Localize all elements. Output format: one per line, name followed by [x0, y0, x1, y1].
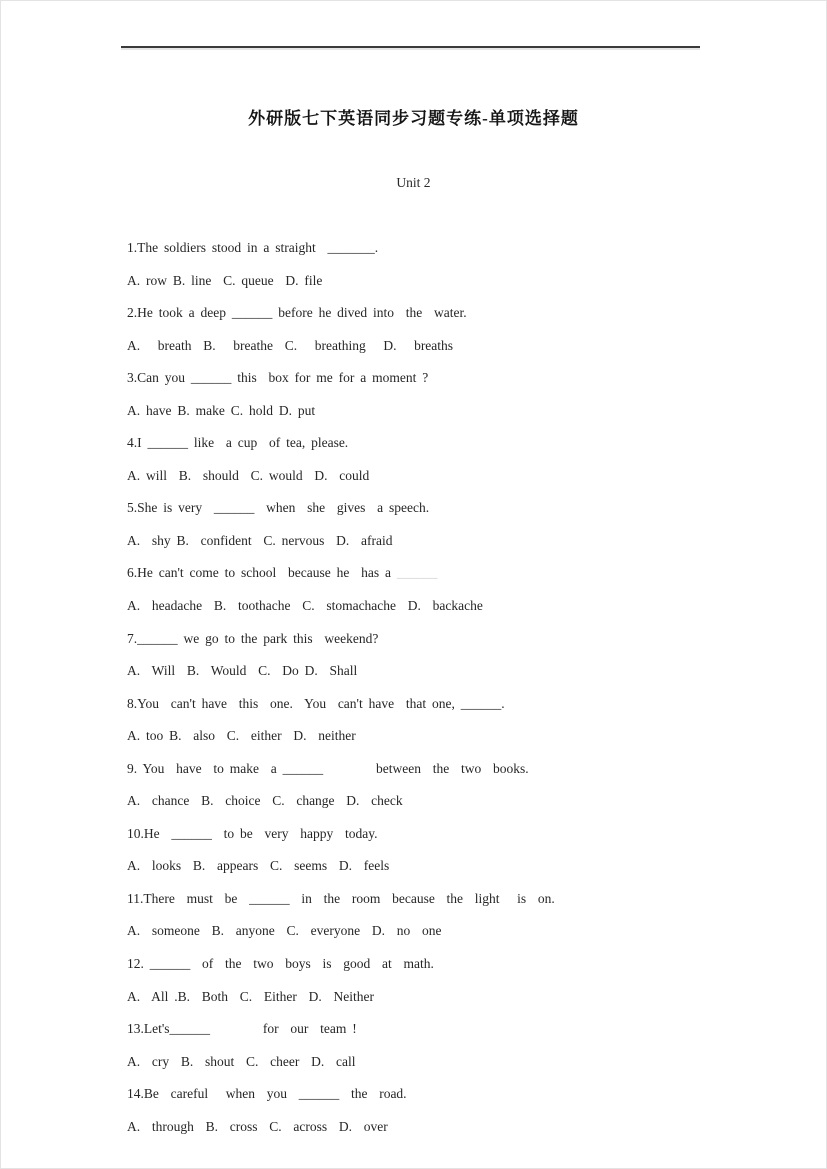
question-line: 11.There must be ______ in the room because the light is on.: [127, 890, 555, 906]
question-line: 7.______ we go to the park this weekend?: [127, 630, 379, 646]
page-title: 外研版七下英语同步习题专练-单项选择题: [248, 109, 579, 128]
question-line: 12. ______ of the two boys is good at math.: [127, 956, 434, 972]
faint-blank: ______: [396, 565, 438, 581]
question-line: 3.Can you ______ this box for me for a moment ?: [127, 370, 429, 386]
question-line: 14.Be careful when you ______ the road.: [127, 1086, 407, 1102]
options-line: A. have B. make C. hold D. put: [127, 402, 316, 418]
options-line: A. headache B. toothache C. stomachache D. backache: [127, 598, 483, 614]
question-line: 9. You have to make a ______ between the two books.: [127, 760, 529, 776]
options-line: A. shy B. confident C. nervous D. afraid: [127, 532, 393, 548]
options-line: A. All .B. Both C. Either D. Neither: [127, 988, 374, 1004]
question-line: 1.The soldiers stood in a straight _______.: [127, 240, 379, 255]
options-line: A. through B. cross C. across D. over: [127, 1118, 388, 1134]
options-line: A. will B. should C. would D. could: [127, 467, 370, 483]
question-line: 13.Let's______ for our team !: [127, 1021, 357, 1037]
question-line: 10.He ______ to be very happy today.: [127, 825, 378, 841]
options-line: A. looks B. appears C. seems D. feels: [127, 858, 390, 874]
header-rule: [121, 46, 700, 48]
options-line: A. too B. also C. either D. neither: [127, 728, 356, 744]
options-line: A. someone B. anyone C. everyone D. no one: [127, 923, 442, 939]
unit-heading: Unit 2: [396, 175, 431, 190]
question-list: [127, 232, 727, 1143]
question-line: 2.He took a deep ______ before he dived into the water.: [127, 305, 467, 321]
options-line: A. Will B. Would C. Do D. Shall: [127, 663, 358, 679]
question-line: 4.I ______ like a cup of tea, please.: [127, 435, 349, 451]
question-line: 6.He can't come to school because he has a ______: [127, 565, 438, 581]
options-line: A. breath B. breathe C. breathing D. breaths: [127, 337, 454, 353]
options-line: A. row B. line C. queue D. file: [127, 272, 323, 288]
options-line: A. chance B. choice C. change D. check: [127, 793, 403, 809]
options-line: A. cry B. shout C. cheer D. call: [127, 1053, 356, 1069]
question-line: 8.You can't have this one. You can't have that one, ______.: [127, 695, 505, 711]
question-line: 5.She is very ______ when she gives a speech.: [127, 500, 430, 516]
